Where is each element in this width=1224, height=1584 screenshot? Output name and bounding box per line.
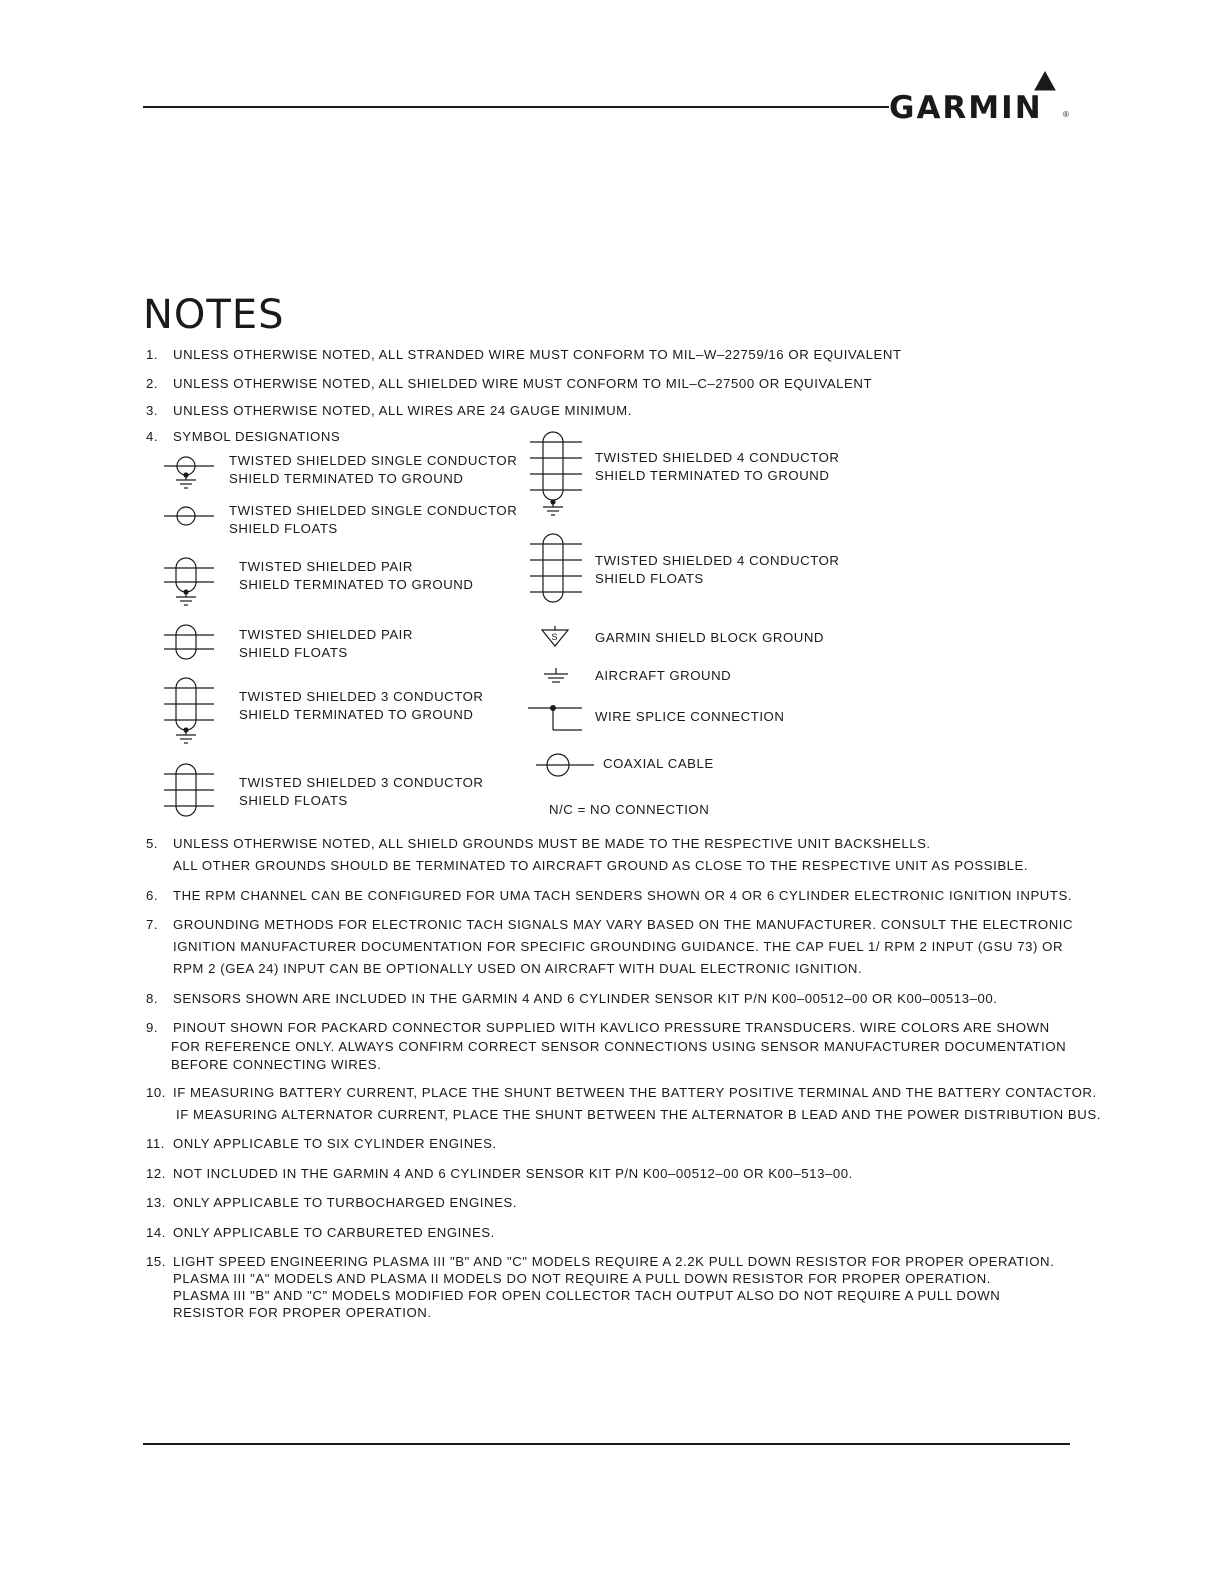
note-9-text: FOR REFERENCE ONLY. ALWAYS CONFIRM CORRECT SENSOR CONNECTIONS USING SENSOR MANUFACTURER DOCUMENTATION [171,1039,1067,1054]
note-14-number: 14. [146,1225,166,1240]
symbol-label: SHIELD TERMINATED TO GROUND [229,471,464,486]
note-2-number: 2. [146,376,159,391]
pair-grounded-symbol [160,554,220,614]
note-13-number: 13. [146,1195,166,1210]
note-13-text: ONLY APPLICABLE TO TURBOCHARGED ENGINES. [173,1195,517,1210]
footer-rule [143,1443,1070,1445]
note-15-text: LIGHT SPEED ENGINEERING PLASMA III "B" AND "C" MODELS REQUIRE A 2.2K PULL DOWN RESISTOR FOR PROPER OPERATION. [173,1254,1055,1269]
shield-block-ground-icon [538,626,574,652]
symbol-label: SHIELD FLOATS [229,521,338,536]
note-6-number: 6. [146,888,159,903]
note-3-number: 3. [146,403,159,418]
symbol-label: SHIELD TERMINATED TO GROUND [239,577,474,592]
note-11-number: 11. [146,1136,166,1151]
aircraft-ground-icon [538,666,574,688]
note-9-text: BEFORE CONNECTING WIRES. [171,1057,382,1072]
symbol-label: SHIELD FLOATS [239,645,348,660]
note-1-number: 1. [146,347,159,362]
note-7-text: IGNITION MANUFACTURER DOCUMENTATION FOR SPECIFIC GROUNDING GUIDANCE. THE CAP FUEL 1/ RPM 2 INPUT (GSU 73) OR [173,939,1064,954]
symbol-label: GARMIN SHIELD BLOCK GROUND [595,630,824,645]
three-conductor-floating-symbol [160,758,220,826]
note-2-text: UNLESS OTHERWISE NOTED, ALL SHIELDED WIRE MUST CONFORM TO MIL–C–27500 OR EQUIVALENT [173,376,873,391]
symbol-label: SHIELD TERMINATED TO GROUND [595,468,830,483]
note-14-text: ONLY APPLICABLE TO CARBURETED ENGINES. [173,1225,495,1240]
single-conductor-floating-symbol [160,503,220,533]
symbol-label: TWISTED SHIELDED PAIR [239,627,413,642]
note-15-text: RESISTOR FOR PROPER OPERATION. [173,1305,432,1320]
symbol-label: WIRE SPLICE CONNECTION [595,709,785,724]
symbol-label: SHIELD FLOATS [239,793,348,808]
coaxial-cable-icon [534,752,596,778]
symbol-label: SHIELD TERMINATED TO GROUND [239,707,474,722]
page-title: NOTES [143,292,285,338]
three-conductor-grounded-symbol [160,672,220,750]
symbol-label: AIRCRAFT GROUND [595,668,732,683]
registered-mark: ® [1063,110,1069,119]
wire-splice-icon [526,700,584,734]
note-5-text: UNLESS OTHERWISE NOTED, ALL SHIELD GROUNDS MUST BE MADE TO THE RESPECTIVE UNIT BACKSHELLS. [173,836,931,851]
note-5-text: ALL OTHER GROUNDS SHOULD BE TERMINATED TO AIRCRAFT GROUND AS CLOSE TO THE RESPECTIVE UNIT AS POSSIBLE. [173,858,1029,873]
symbol-label: TWISTED SHIELDED SINGLE CONDUCTOR [229,453,518,468]
note-6-text: THE RPM CHANNEL CAN BE CONFIGURED FOR UMA TACH SENDERS SHOWN OR 4 OR 6 CYLINDER ELECTRONIC IGNITION INPUTS. [173,888,1073,903]
note-10-number: 10. [146,1085,166,1100]
four-conductor-floating-symbol [526,528,586,614]
note-8-number: 8. [146,991,159,1006]
pair-floating-symbol [160,621,220,669]
note-12-number: 12. [146,1166,166,1181]
note-9-number: 9. [146,1020,159,1035]
note-9-text: PINOUT SHOWN FOR PACKARD CONNECTOR SUPPLIED WITH KAVLICO PRESSURE TRANSDUCERS. WIRE COLORS ARE SHOWN [173,1020,1050,1035]
four-conductor-grounded-symbol [526,426,586,522]
note-8-text: SENSORS SHOWN ARE INCLUDED IN THE GARMIN 4 AND 6 CYLINDER SENSOR KIT P/N K00–00512–00 OR K00–00513–00. [173,991,998,1006]
note-11-text: ONLY APPLICABLE TO SIX CYLINDER ENGINES. [173,1136,497,1151]
symbol-label: COAXIAL CABLE [603,756,714,771]
garmin-wordmark: GARMIN [889,90,1043,126]
header-rule [143,106,889,108]
garmin-logo [889,70,1071,126]
symbol-label: TWISTED SHIELDED SINGLE CONDUCTOR [229,503,518,518]
symbol-label: TWISTED SHIELDED 4 CONDUCTOR [595,553,840,568]
note-7-number: 7. [146,917,159,932]
note-7-text: RPM 2 (GEA 24) INPUT CAN BE OPTIONALLY USED ON AIRCRAFT WITH DUAL ELECTRONIC IGNITION. [173,961,863,976]
note-4-text: SYMBOL DESIGNATIONS [173,429,341,444]
svg-text:S: S [551,632,558,642]
note-7-text: GROUNDING METHODS FOR ELECTRONIC TACH SIGNALS MAY VARY BASED ON THE MANUFACTURER. CONSULT THE ELECTRONIC [173,917,1074,932]
note-15-text: PLASMA III "B" AND "C" MODELS MODIFIED FOR OPEN COLLECTOR TACH OUTPUT ALSO DO NOT REQUIRE A PULL DOWN [173,1288,1001,1303]
note-4-number: 4. [146,429,159,444]
symbol-label: TWISTED SHIELDED 3 CONDUCTOR [239,775,484,790]
note-3-text: UNLESS OTHERWISE NOTED, ALL WIRES ARE 24 GAUGE MINIMUM. [173,403,632,418]
symbol-label: TWISTED SHIELDED PAIR [239,559,413,574]
symbol-label: N/C = NO CONNECTION [549,802,710,817]
note-12-text: NOT INCLUDED IN THE GARMIN 4 AND 6 CYLINDER SENSOR KIT P/N K00–00512–00 OR K00–513–00. [173,1166,853,1181]
symbol-label: TWISTED SHIELDED 4 CONDUCTOR [595,450,840,465]
note-15-text: PLASMA III "A" MODELS AND PLASMA II MODELS DO NOT REQUIRE A PULL DOWN RESISTOR FOR PROPER OPERATION. [173,1271,991,1286]
symbol-label: TWISTED SHIELDED 3 CONDUCTOR [239,689,484,704]
note-15-number: 15. [146,1254,166,1269]
symbol-label: SHIELD FLOATS [595,571,704,586]
note-5-number: 5. [146,836,159,851]
note-10-text: IF MEASURING BATTERY CURRENT, PLACE THE SHUNT BETWEEN THE BATTERY POSITIVE TERMINAL AND THE BATTERY CONTACTOR. [173,1085,1097,1100]
single-conductor-grounded-symbol [160,452,220,497]
note-10-text: IF MEASURING ALTERNATOR CURRENT, PLACE THE SHUNT BETWEEN THE ALTERNATOR B LEAD AND THE POWER DISTRIBUTION BUS. [176,1107,1101,1122]
note-1-text: UNLESS OTHERWISE NOTED, ALL STRANDED WIRE MUST CONFORM TO MIL–W–22759/16 OR EQUIVALENT [173,347,902,362]
